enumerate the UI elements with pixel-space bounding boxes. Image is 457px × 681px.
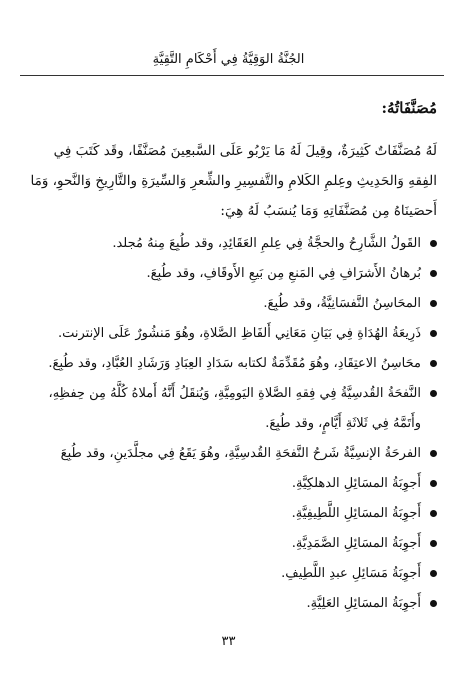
bullet-icon bbox=[430, 270, 437, 277]
list-item-text: أَجوِبَةُ مَسَائِلِ عبدِ اللَّطِيفِ. bbox=[281, 566, 421, 581]
list-item-text: أَجوِبَةُ المسَائِلِ العَلِيَّةِ. bbox=[306, 596, 421, 611]
list-item-text: محَاسِنُ الاعتِقَادِ، وهُوَ مُقَدِّمَةٌ لكتابه سَدَادِ العِبَادِ وَرَشَادِ العُبَّادِ، وقد طُبِعَ. bbox=[48, 356, 421, 371]
intro-paragraph bbox=[19, 136, 437, 226]
bullet-icon bbox=[430, 600, 437, 607]
bullet-icon bbox=[430, 450, 437, 457]
list-item bbox=[19, 589, 437, 619]
bullet-icon bbox=[430, 300, 437, 307]
list-item bbox=[19, 289, 437, 319]
list-item-text: القَولُ الشَّارِحُ والحجَّةُ فِي عِلمِ العَقَائِدِ، وقد طُبِعَ مِنهُ مُجلد. bbox=[112, 236, 421, 251]
list-item bbox=[19, 229, 437, 259]
list-item-text: ذَرِيعَةُ الهُدَاةِ فِي بَيَانِ مَعَانِي أَلفَاظِ الصَّلاةِ، وهُوَ مَنشُورٌ عَلَى الإنترنت. bbox=[57, 326, 421, 341]
list-item-text: أَجوِبَةُ المسَائِلِ اللَّطِيفِيَّةِ. bbox=[291, 506, 421, 521]
list-item-text: المحَاسِنُ النَّفسَانِيَّةُ، وقد طُبِعَ. bbox=[263, 296, 421, 311]
header-divider bbox=[20, 75, 444, 76]
list-item bbox=[19, 499, 437, 529]
running-header: الجُنَّةُ الوَقِيَّةُ فِي أَحْكَامِ التَّقِيَّةِ bbox=[152, 52, 305, 67]
bullet-icon bbox=[430, 510, 437, 517]
intro-line: الفِقهِ وَالحَدِيثِ وعِلمِ الكَلامِ والتَّفسِيرِ والشِّعرِ وَالسِّيرَةِ والتَّارِيخِ وَالنَّحوِ، وَمَا bbox=[30, 173, 437, 189]
bullet-icon bbox=[430, 240, 437, 247]
bullet-icon bbox=[430, 480, 437, 487]
list-item bbox=[19, 469, 437, 499]
list-item-text: أَجوِبَةُ المسَائِلِ الصَّمَدِيَّةِ. bbox=[291, 536, 421, 551]
list-item-text-continued: وأَتَمَّهُ فِي ثَلاثَةِ أَيَّامٍ، وقد طُبِعَ. bbox=[265, 416, 421, 431]
intro-line: أَحصَينَاهُ مِن مُصَنَّفَاتِهِ وَمَا يُنسَبُ لَهُ هِيَ: bbox=[220, 203, 437, 219]
intro-line: لَهُ مُصَنَّفَاتٌ كَثِيرَةٌ، وقِيلَ لَهُ مَا يَرْبُو عَلَى السَّبعِينَ مُصَنَّفًا، وقَد كَتَبَ فِي bbox=[53, 143, 437, 159]
section-heading: مُصَنَّفَاتُهُ: bbox=[381, 99, 437, 117]
list-item bbox=[19, 559, 437, 589]
bullet-icon bbox=[430, 360, 437, 367]
list-item-text: بُرهانُ الأَشرَافِ فِي المَنعِ مِن بَيعِ الأَوقَافِ، وقد طُبِعَ. bbox=[146, 266, 421, 281]
list-item bbox=[19, 349, 437, 379]
page-number: ٣٣ bbox=[221, 634, 236, 649]
list-item bbox=[19, 259, 437, 289]
list-item bbox=[19, 379, 437, 439]
bullet-icon bbox=[430, 570, 437, 577]
list-item bbox=[19, 439, 437, 469]
list-item-text: النَّفحَةُ القُدسِيَّةُ فِي فِقهِ الصَّلاةِ اليَومِيَّةِ، وَيُنقَلُ أَنَّهُ أَملاهُ كُلَّهُ مِن حِفظِهِ، bbox=[48, 386, 421, 401]
bullet-icon bbox=[430, 330, 437, 337]
works-list bbox=[19, 229, 437, 619]
bullet-icon bbox=[430, 540, 437, 547]
list-item-text: أَجوِبَةُ المسَائِلِ الدهلكِيَّةِ. bbox=[291, 476, 421, 491]
list-item-text: الفرحَةُ الإنسِيَّةُ شَرحُ النَّفحَةِ القُدسِيَّةِ، وهُوَ يَقَعُ فِي مجلَّدَينِ، وقد طُبِعَ bbox=[60, 446, 421, 461]
list-item bbox=[19, 319, 437, 349]
list-item bbox=[19, 529, 437, 559]
bullet-icon bbox=[430, 390, 437, 397]
